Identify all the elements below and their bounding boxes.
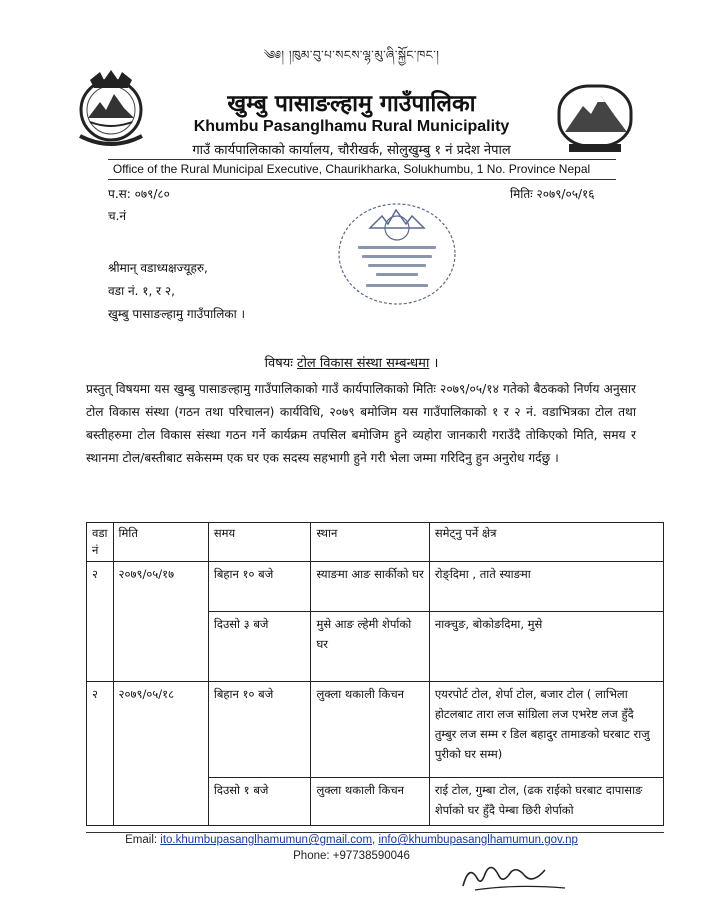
footer-email-line — [0, 834, 703, 846]
recipient-ward: वडा नं. १, र २, — [108, 284, 175, 298]
subject-text: टोल विकास संस्था सम्बन्धमा — [297, 356, 430, 371]
letter-reference-number: प.स: ०७९/८० — [108, 187, 170, 201]
header-date: मिति — [113, 523, 208, 562]
cell-ward: २ — [87, 562, 114, 682]
table-header-row — [87, 523, 664, 562]
header-ward: वडा नं — [87, 523, 114, 562]
cell-place: लुक्ला थकाली किचन — [311, 682, 429, 778]
cell-place: लुक्ला थकाली किचन — [311, 778, 429, 826]
table-row — [87, 562, 664, 612]
email-link-ito[interactable]: ito.khumbupasanglhamumun@gmail.com — [160, 834, 373, 846]
email-link-info[interactable]: info@khumbupasanglhamumun.gov.np — [378, 834, 578, 846]
subject-suffix: । — [433, 356, 439, 371]
header-area: समेट्नु पर्ने क्षेत्र — [429, 523, 663, 562]
header-divider-bottom — [108, 179, 616, 180]
cell-date: २०७९/०५/१८ — [113, 682, 208, 826]
municipality-name-nepali: खुम्बु पासाङल्हामु गाउँपालिका — [227, 91, 476, 117]
cell-area: रोङ्दिमा , ताते स्याङमा — [429, 562, 663, 612]
cell-place: स्याङमा आङ सार्कीको घर — [311, 562, 429, 612]
recipient-municipality: खुम्बु पासाङल्हामु गाउँपालिका । — [108, 307, 246, 321]
office-address-english: Office of the Rural Municipal Executive, Chaurikharka, Solukhumbu, 1 No. Province Nepal — [112, 162, 591, 176]
office-address-nepali: गाउँ कार्यपालिकाको कार्यालय, चौरीखर्क, सोलुखुम्बु १ नं प्रदेश नेपाल — [192, 143, 511, 158]
email-label: Email: — [125, 834, 158, 846]
cell-area: राई टोल, गुम्बा टोल, (ढक राईको घरबाट दापासाङ शेर्पाको घर हुँदै पेम्बा छिरी शेर्पाको — [429, 778, 663, 826]
letter-date: मितिः २०७९/०५/१६ — [510, 187, 595, 201]
header-time: समय — [208, 523, 311, 562]
signature-icon — [455, 856, 575, 896]
table-row — [87, 682, 664, 778]
cell-time: बिहान १० बजे — [208, 562, 311, 612]
header-divider — [108, 159, 616, 160]
schedule-table — [86, 522, 664, 826]
cell-date: २०७९/०५/१७ — [113, 562, 208, 682]
footer-divider — [86, 832, 664, 833]
email-separator: , — [372, 834, 376, 846]
office-stamp-icon — [336, 200, 458, 308]
tibetan-header-line: ༄༅། །ཁུམ་བུ་པ་སངས་ལྷ་མུ་ཞི་སྐྱོང་ཁང་། — [263, 48, 440, 62]
cell-area: एयरपोर्ट टोल, शेर्पा टोल, बजार टोल ( लाभिला होटलबाट तारा लज सांग्रिला लज एभरेष्ट लज हुँदै तुम्बुर लज सम्म र डिल बहादुर तामाङको घरबाट राजु पुरीको घर सम्म) — [429, 682, 663, 778]
letter-body: प्रस्तुत् विषयमा यस खुम्बु पासाङल्हामु गाउँपालिकाको गाउँ कार्यपालिकाको मितिः २०७९/०५/१४ गतेको बैठकको निर्णय अनुसार टोल विकास संस्था (गठन तथा परिचालन) कार्यविधि, २०७९ बमोजिम यस गाउँपालिकाको १ र २ नं. वडाभित्रका टोल तथा बस्तीहरुमा टोल विकास संस्था गठन गर्ने कार्यक्रम तपसिल बमोजिम हुने व्यहोरा जानकारी गराउँदै तोकिएको मिति, समय र स्थानमा टोल/बस्तीबाट सकेसम्म एक घर एक सदस्य सहभागी हुने गरी भेला जम्मा गरिदिनु हुन अनुरोध गर्दछु । — [86, 382, 636, 465]
recipient-title: श्रीमान् वडाध्यक्षज्यूहरु, — [108, 261, 208, 275]
footer-phone: Phone: +97738590046 — [293, 850, 410, 862]
header-place: स्थान — [311, 523, 429, 562]
subject-prefix: विषयः — [264, 356, 293, 371]
cell-place: मुसे आङ ल्हेमी शेर्पाको घर — [311, 612, 429, 682]
cell-time: दिउसो १ बजे — [208, 778, 311, 826]
dispatch-number: च.नं — [108, 209, 127, 223]
cell-time: बिहान १० बजे — [208, 682, 311, 778]
cell-time: दिउसो ३ बजे — [208, 612, 311, 682]
letter-subject — [0, 353, 703, 371]
cell-ward: २ — [87, 682, 114, 826]
cell-area: नाक्चुङ, बोकोङदिमा, मुसे — [429, 612, 663, 682]
municipality-name-english: Khumbu Pasanglhamu Rural Municipality — [193, 118, 510, 135]
